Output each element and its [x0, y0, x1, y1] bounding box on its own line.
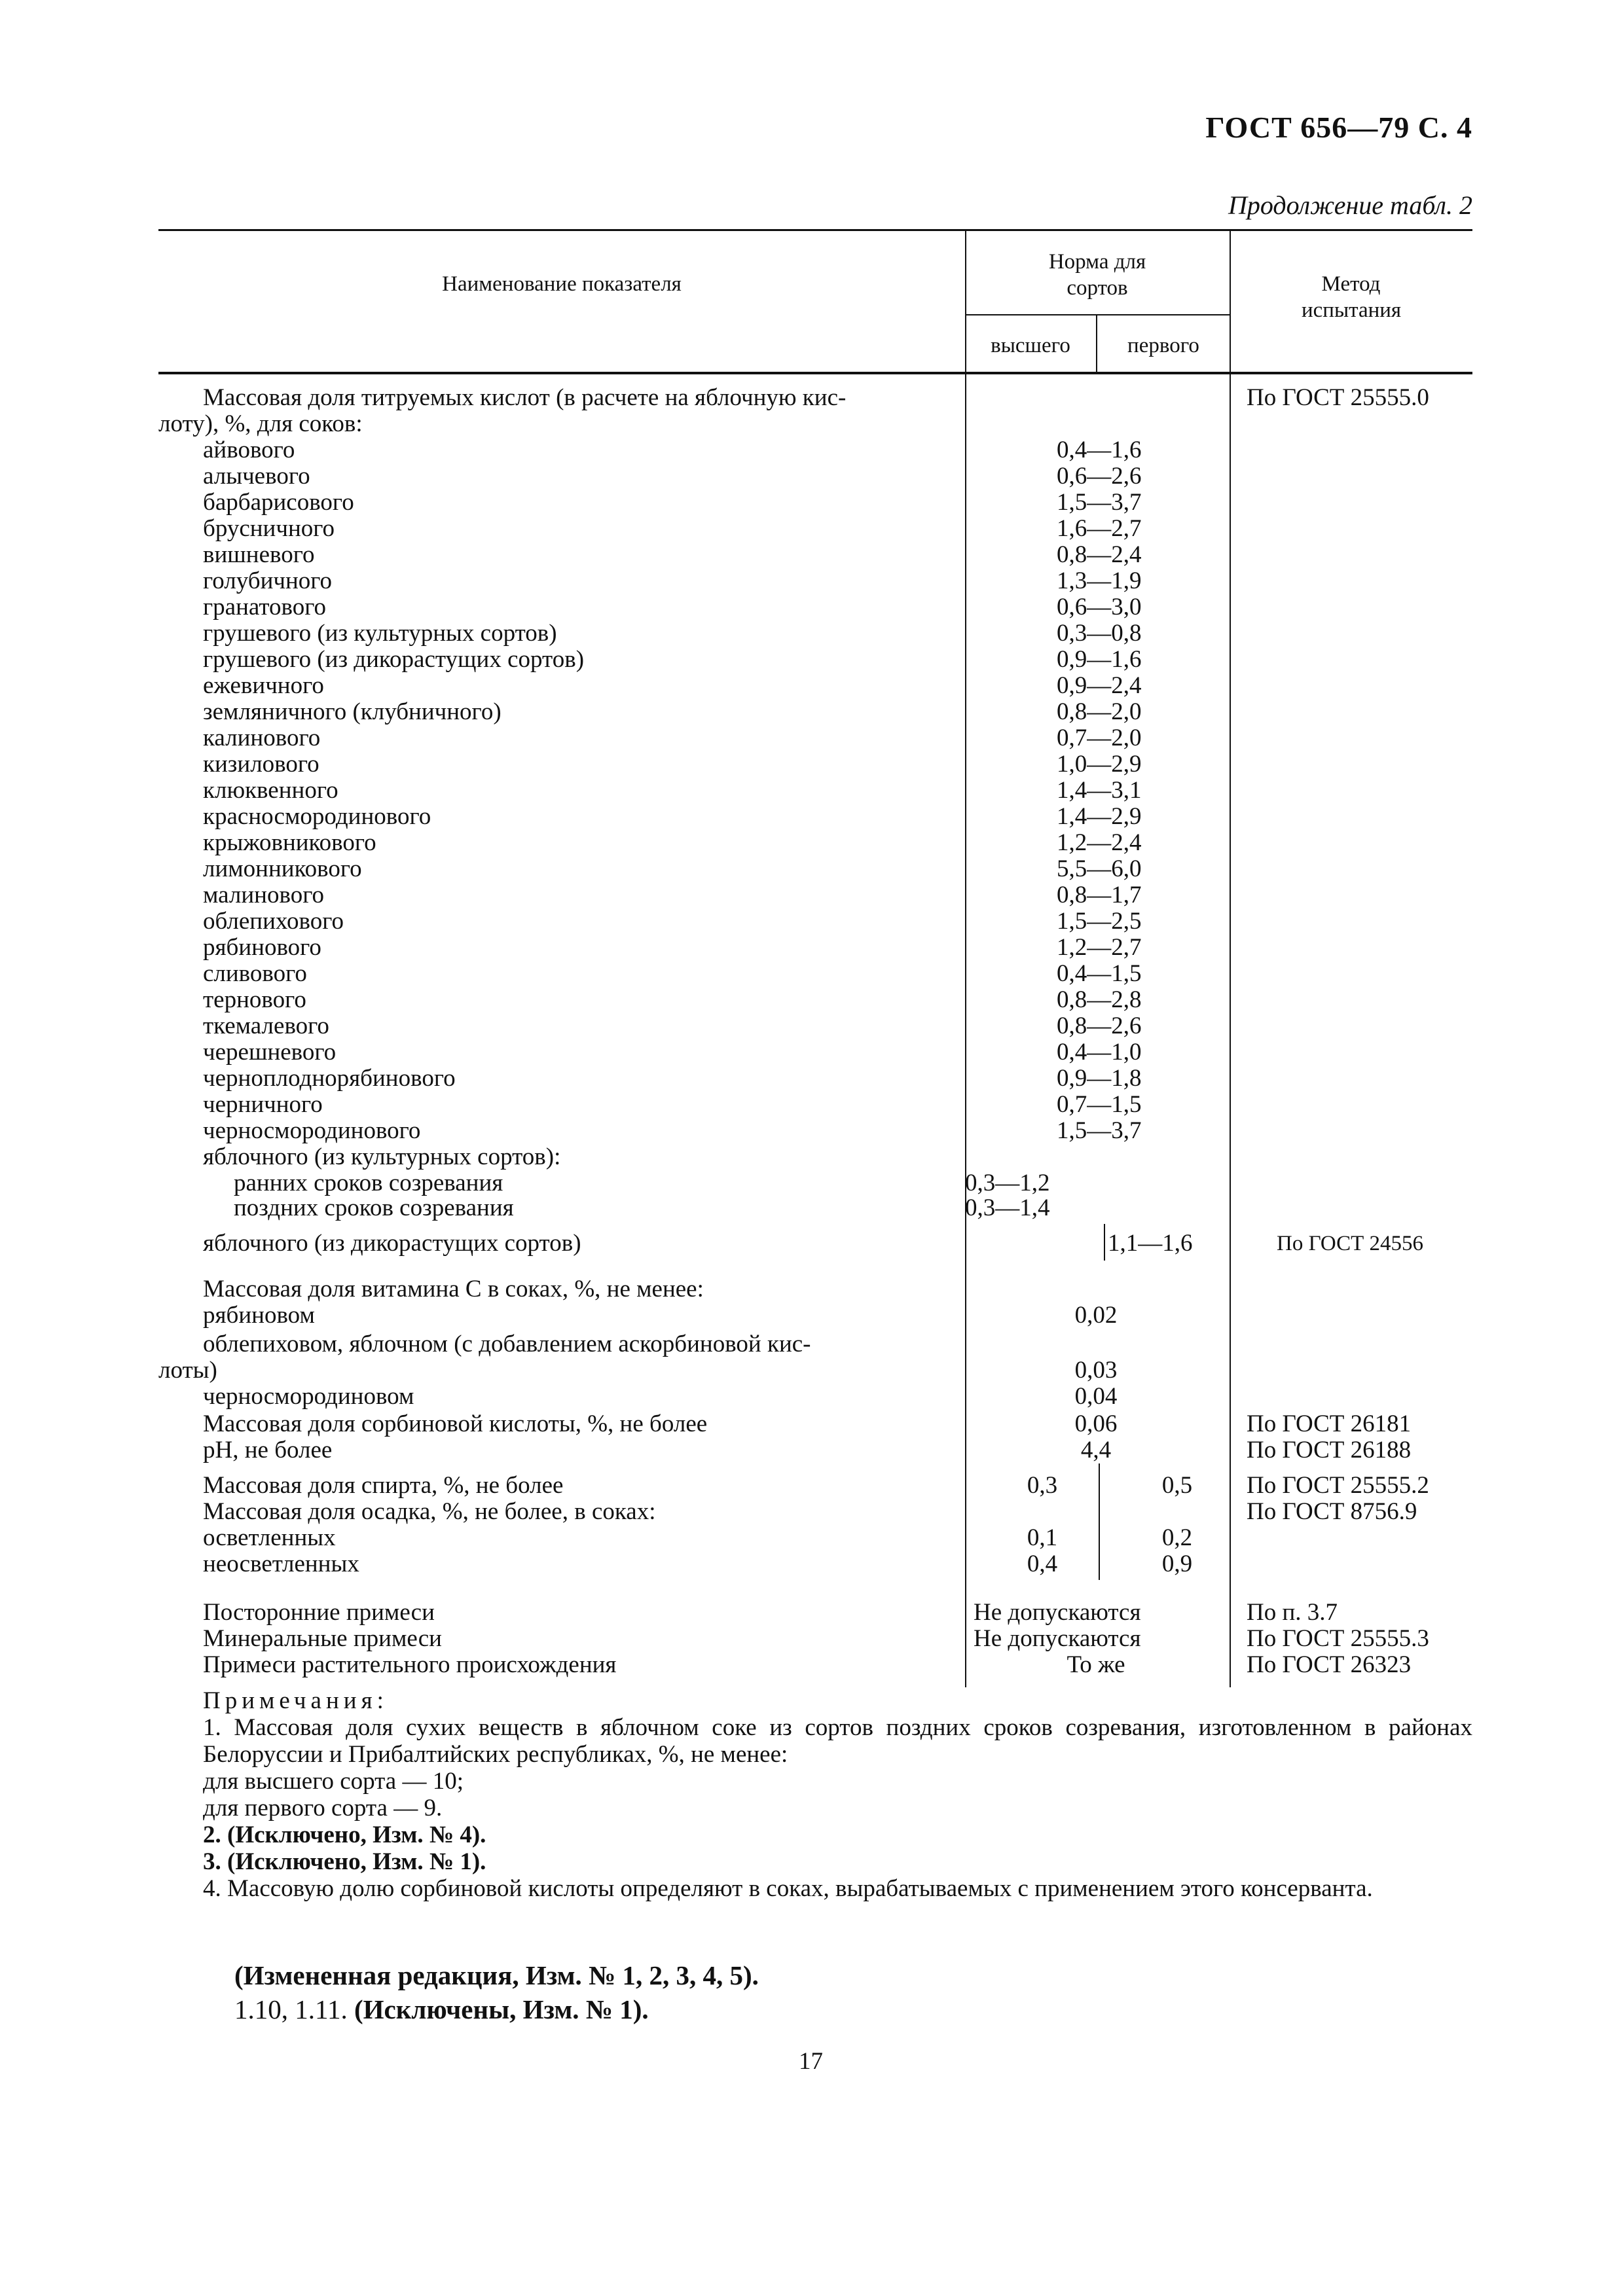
- table-row: [158, 961, 1472, 987]
- acidity-range: 0,9—1,8: [1057, 1065, 1142, 1092]
- table-row: лоты) 0,03: [158, 1357, 1118, 1384]
- table-row: ранних сроков созревания 0,3—1,2: [234, 1170, 1050, 1196]
- acidity-range: 0,7—1,5: [1057, 1091, 1142, 1118]
- juice-name: кизилового: [203, 751, 319, 778]
- acidity-range: 1,6—2,7: [1057, 515, 1142, 542]
- table-row: [158, 751, 1472, 778]
- table-continuation-label: Продолжение табл. 2: [1228, 190, 1472, 220]
- table-top-rule: [158, 229, 1472, 231]
- header-norm: Норма для сортов: [1048, 250, 1146, 300]
- juice-name: грушевого (из дикорастущих сортов): [203, 646, 585, 673]
- header-highest-grade: высшего: [991, 334, 1070, 357]
- table-row: [158, 804, 1472, 830]
- acidity-range: 1,3—1,9: [1057, 567, 1142, 594]
- table-row: [158, 673, 1472, 699]
- table-row: Минеральные примеси Не допускаются По ГОСТ 25555.3: [203, 1625, 1429, 1652]
- table-row: [158, 1118, 1472, 1144]
- table-row: [158, 830, 1472, 856]
- acidity-range: 1,5—2,5: [1057, 908, 1142, 935]
- acidity-range: 0,3—0,8: [1057, 620, 1142, 647]
- note-1b: для первого сорта — 9.: [203, 1795, 443, 1821]
- acidity-range: 0,4—1,0: [1057, 1039, 1142, 1066]
- acidity-range: 0,8—2,4: [1057, 541, 1142, 568]
- note-2: 2. (Исключено, Изм. № 4).: [203, 1821, 486, 1848]
- table-row: [158, 908, 1472, 935]
- table-row: Массовая доля осадка, %, не более, в соках: По ГОСТ 8756.9: [203, 1498, 1417, 1525]
- juice-name: земляничного (клубничного): [203, 698, 501, 725]
- table-row: Массовая доля титруемых кислот (в расчете на яблочную кис- По ГОСТ 25555.0: [203, 384, 1429, 411]
- table-row: [158, 778, 1472, 804]
- juice-name: грушевого (из культурных сортов): [203, 620, 557, 647]
- table-row: Посторонние примеси Не допускаются По п. 3.7: [203, 1599, 1338, 1626]
- table-row: Массовая доля сорбиновой кислоты, %, не более 0,06 По ГОСТ 26181: [203, 1410, 1412, 1437]
- table-row: яблочного (из дикорастущих сортов) 1,1—1,6 По ГОСТ 24556: [203, 1230, 1423, 1257]
- acidity-range: 1,2—2,4: [1057, 829, 1142, 856]
- note-4: 4. Массовую долю сорбиновой кислоты определяют в соках, вырабатываемых с применением этого консерванта.: [203, 1875, 1373, 1902]
- table-row: [158, 516, 1472, 542]
- amendment-changed: (Измененная редакция, Изм. № 1, 2, 3, 4, 5).: [234, 1960, 759, 1990]
- table-row: Примеси растительного происхождения То же По ГОСТ 26323: [203, 1651, 1412, 1678]
- table-row: pH, не более 4,4 По ГОСТ 26188: [203, 1437, 1412, 1463]
- table-row: яблочного (из культурных сортов):: [203, 1143, 561, 1170]
- acidity-range: 0,8—1,7: [1057, 882, 1142, 908]
- juice-name: голубичного: [203, 567, 333, 594]
- header-first-grade: первого: [1127, 334, 1199, 357]
- table-row: [158, 594, 1472, 620]
- acidity-range: 1,4—2,9: [1057, 803, 1142, 830]
- table-row: [158, 647, 1472, 673]
- table-row: [158, 1092, 1472, 1118]
- acidity-range: 5,5—6,0: [1057, 855, 1142, 882]
- acidity-range: 0,6—2,6: [1057, 463, 1142, 490]
- juice-name: красносмородинового: [203, 803, 431, 830]
- table-row: [158, 437, 1472, 463]
- document-reference: ГОСТ 656—79 С. 4: [1205, 111, 1472, 144]
- juice-name: рябинового: [203, 934, 321, 961]
- juice-name: алычевого: [203, 463, 310, 490]
- notes-title: Примечания:: [203, 1687, 388, 1714]
- juice-name: малинового: [203, 882, 324, 908]
- table-row: рябиновом 0,02: [203, 1302, 1118, 1329]
- table-row: [158, 463, 1472, 490]
- table-row: [158, 987, 1472, 1013]
- juice-name: черешневого: [203, 1039, 337, 1066]
- table-row: [158, 542, 1472, 568]
- table-row: [158, 1066, 1472, 1092]
- juice-name: тернового: [203, 986, 306, 1013]
- note-1a: для высшего сорта — 10;: [203, 1768, 464, 1795]
- page-number: 17: [799, 2048, 823, 2075]
- juice-name: клюквенного: [203, 777, 338, 804]
- excluded-note: (Исключены, Изм. № 1).: [354, 1994, 649, 2024]
- table-row: лоту), %, для соков:: [158, 410, 363, 437]
- acidity-range: 1,5—3,7: [1057, 489, 1142, 516]
- juice-name: ежевичного: [203, 672, 324, 699]
- acidity-range: 1,0—2,9: [1057, 751, 1142, 778]
- acidity-range: 0,9—1,6: [1057, 646, 1142, 673]
- juice-name: лимонникового: [203, 855, 362, 882]
- table-row: [158, 935, 1472, 961]
- table-row: [158, 725, 1472, 751]
- juice-name: черноплоднорябинового: [203, 1065, 456, 1092]
- table-row: [158, 1013, 1472, 1039]
- subheader-rule: [965, 314, 1230, 315]
- table-row: [158, 856, 1472, 882]
- table-row: [158, 620, 1472, 647]
- acidity-range: 0,8—2,8: [1057, 986, 1142, 1013]
- acidity-range: 0,9—2,4: [1057, 672, 1142, 699]
- acidity-range: 1,4—3,1: [1057, 777, 1142, 804]
- juice-name: ткемалевого: [203, 1013, 329, 1039]
- note-1: 1. Массовая доля сухих веществ в яблочном соке из сортов поздних сроков созревания, изготовленном в районах Белоруссии и Прибалтийских республиках, %, не менее:: [203, 1714, 1472, 1768]
- table-row: [158, 490, 1472, 516]
- excluded-clauses: 1.10, 1.11.: [234, 1994, 348, 2024]
- acidity-range: 0,8—2,0: [1057, 698, 1142, 725]
- table-notes: [158, 1687, 1472, 1902]
- table-row: поздних сроков созревания 0,3—1,4: [234, 1194, 1050, 1221]
- table-row: черносмородиновом 0,04: [203, 1383, 1118, 1410]
- table-row: осветленных 0,1 0,2: [203, 1524, 1193, 1551]
- table-row: [158, 1039, 1472, 1066]
- acidity-range: 0,4—1,6: [1057, 437, 1142, 463]
- table-row: Массовая доля спирта, %, не более 0,3 0,5 По ГОСТ 25555.2: [203, 1472, 1429, 1499]
- table-row: [158, 882, 1472, 908]
- acidity-range: 0,6—3,0: [1057, 594, 1142, 620]
- acidity-range: 1,2—2,7: [1057, 934, 1142, 961]
- acidity-range: 0,7—2,0: [1057, 725, 1142, 751]
- table-row: неосветленных 0,4 0,9: [203, 1551, 1193, 1577]
- table-row: [158, 699, 1472, 725]
- table-row: облепиховом, яблочном (с добавлением аскорбиновой кис-: [203, 1331, 811, 1357]
- juice-name: калинового: [203, 725, 321, 751]
- juice-name: черничного: [203, 1091, 323, 1118]
- juice-name: барбарисового: [203, 489, 354, 516]
- juice-name: вишневого: [203, 541, 315, 568]
- table-row: [158, 568, 1472, 594]
- acidity-range: 1,5—3,7: [1057, 1117, 1142, 1144]
- juice-name: крыжовникового: [203, 829, 376, 856]
- table-header-rule: [158, 372, 1472, 374]
- acidity-range: 0,4—1,5: [1057, 960, 1142, 987]
- juice-name: брусничного: [203, 515, 335, 542]
- juice-name: черносмородинового: [203, 1117, 421, 1144]
- juice-name: гранатового: [203, 594, 327, 620]
- juice-name: айвового: [203, 437, 295, 463]
- amendment-excluded: [234, 1994, 649, 2025]
- juice-name: облепихового: [203, 908, 344, 935]
- juice-name: сливового: [203, 960, 307, 987]
- header-parameter-name: Наименование показателя: [442, 272, 682, 296]
- acidity-range: 0,8—2,6: [1057, 1013, 1142, 1039]
- table-row: Массовая доля витамина С в соках, %, не менее:: [203, 1276, 704, 1302]
- header-test-method: Метод испытания: [1302, 272, 1402, 322]
- note-3: 3. (Исключено, Изм. № 1).: [203, 1848, 486, 1875]
